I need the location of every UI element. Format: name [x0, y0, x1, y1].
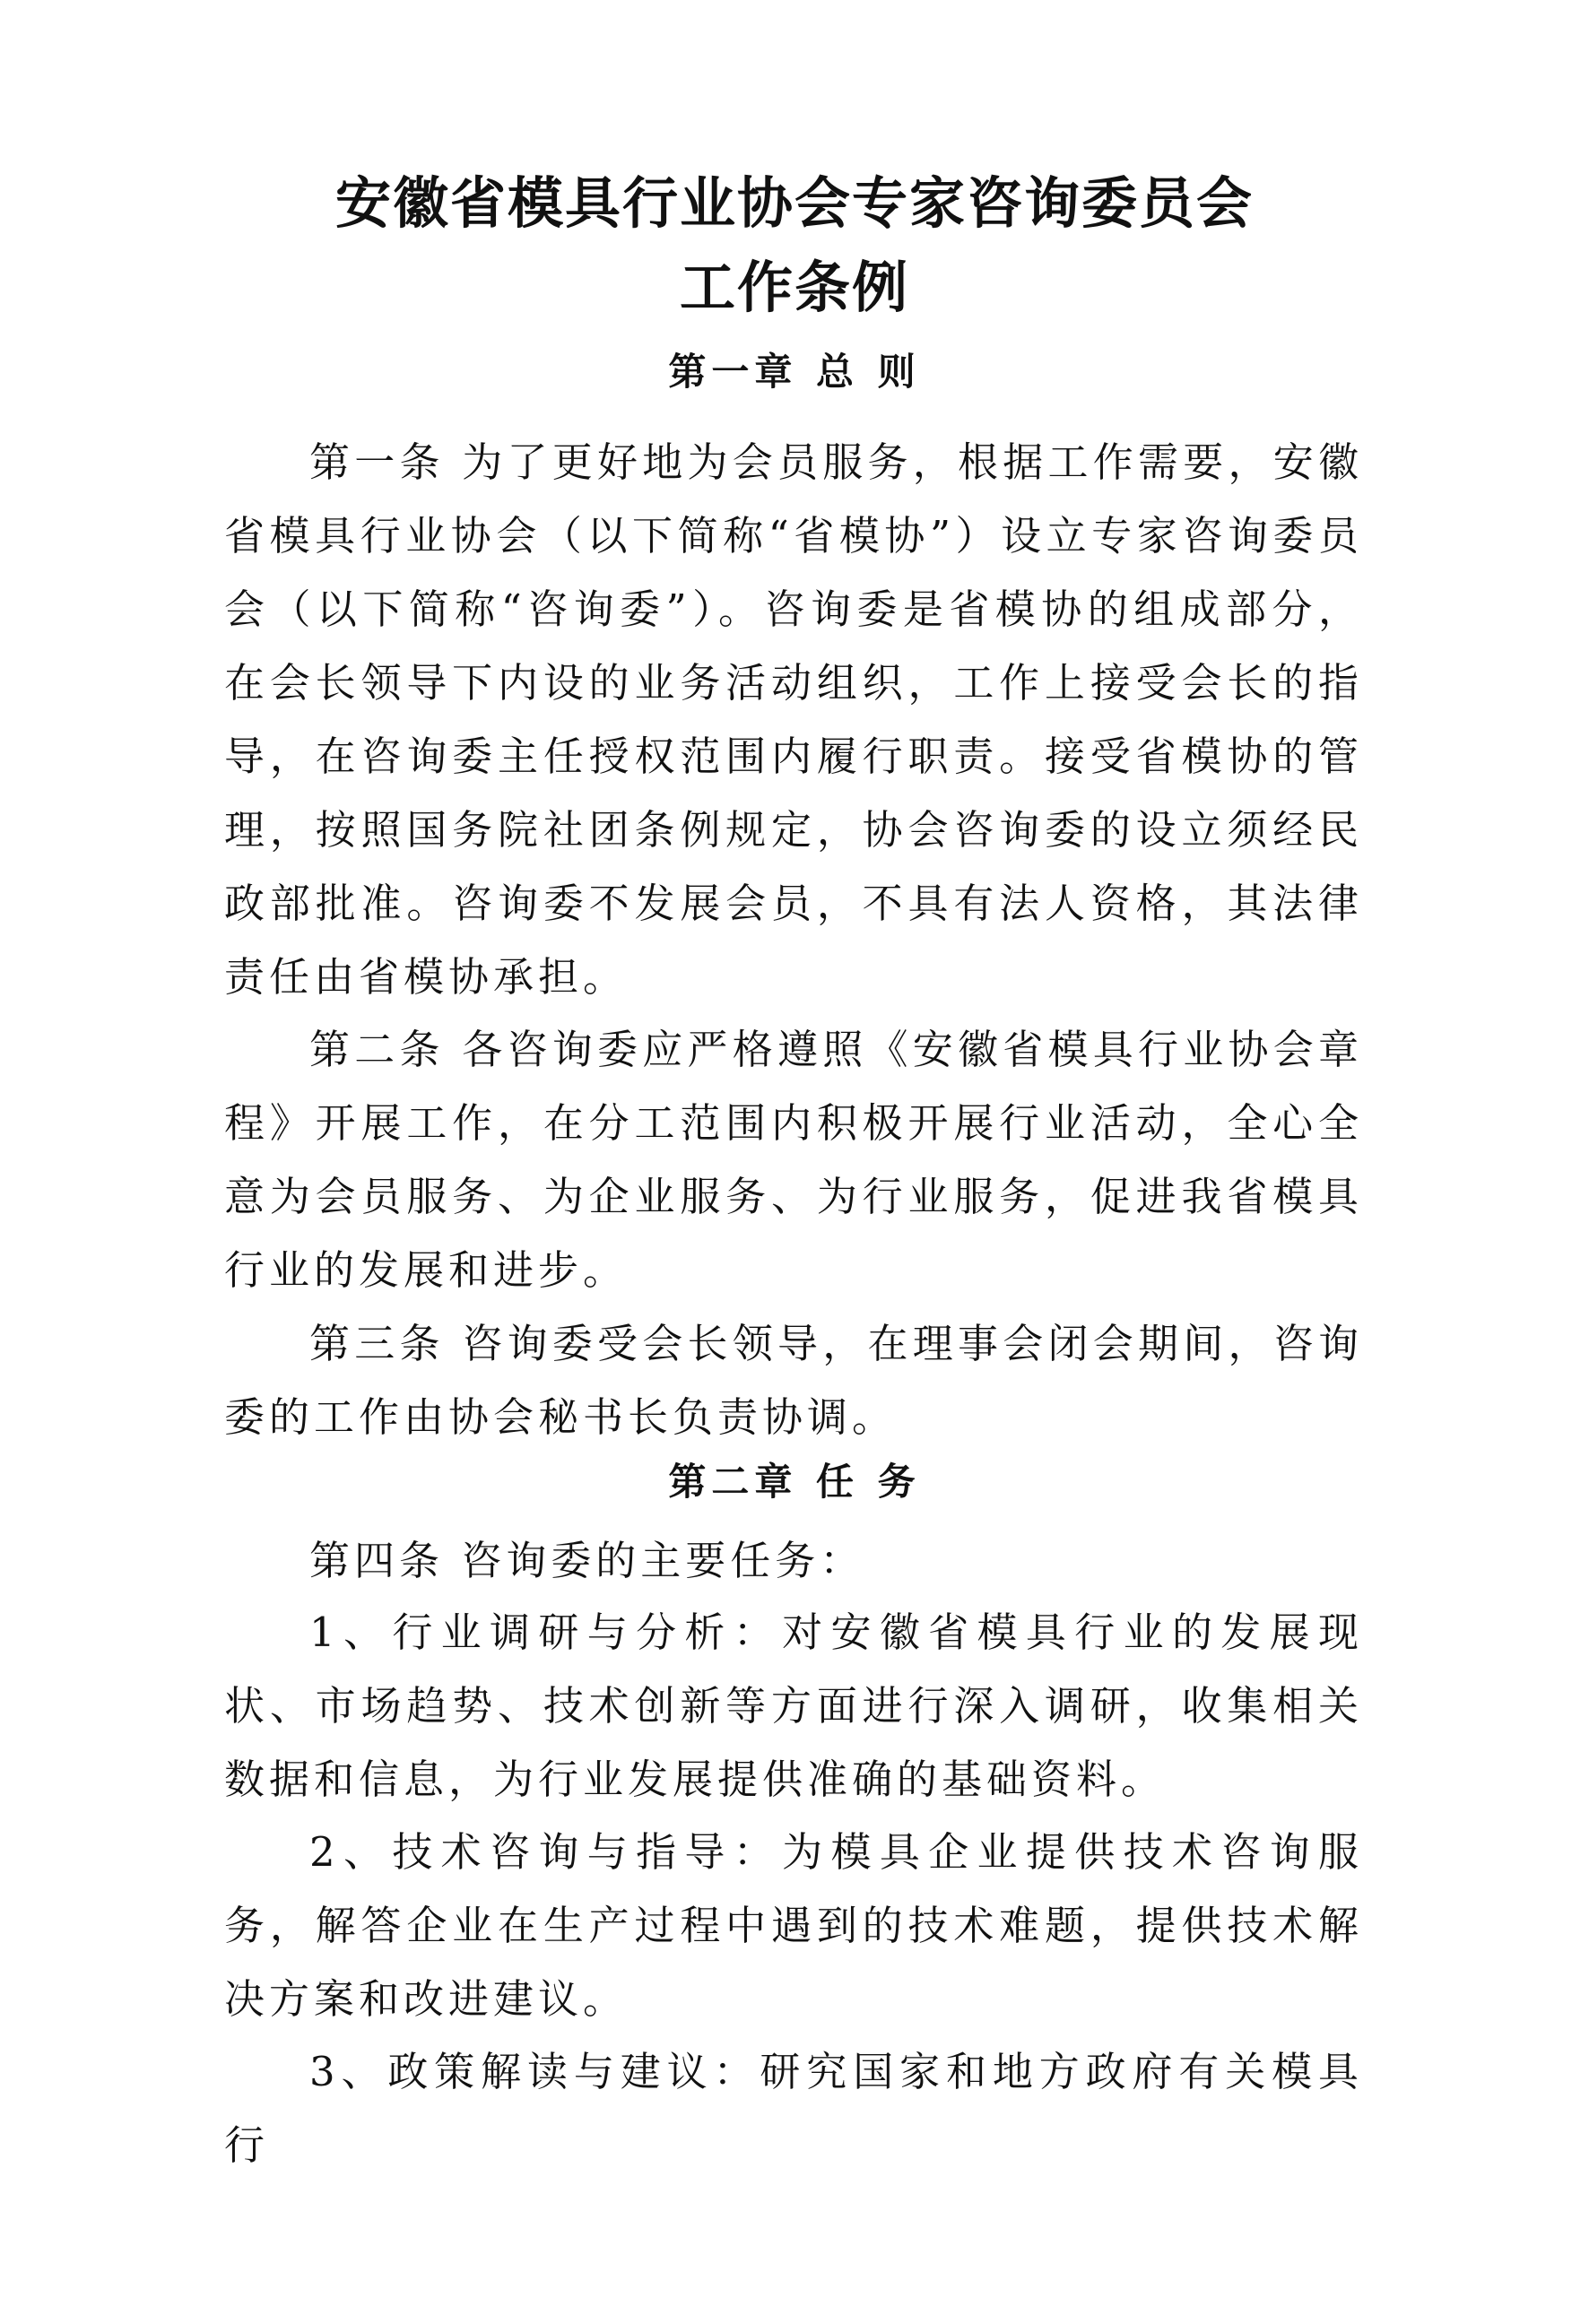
article-2: 第二条 各咨询委应严格遵照《安徽省模具行业协会章程》开展工作，在分工范围内积极开展行业活动，全心全意为会员服务、为企业服务、为行业服务，促进我省模具行业的发展和进步。 — [224, 1026, 1363, 1294]
document-title-line2: 工作条例 — [679, 255, 909, 320]
chapter-heading-1: 第一章 总 则 — [668, 350, 921, 394]
article-4: 第四条 咨询委的主要任务： — [309, 1537, 865, 1584]
task-item-1: 1、行业调研与分析：对安徽省模具行业的发展现状、市场趋势、技术创新等方面进行深入调研，收集相关数据和信息，为行业发展提供准确的基础资料。 — [224, 1609, 1363, 1803]
document-title-line1: 安徽省模具行业协会专家咨询委员会 — [334, 170, 1254, 236]
task-item-2: 2、技术咨询与指导：为模具企业提供技术咨询服务，解答企业在生产过程中遇到的技术难题，提供技术解决方案和改进建议。 — [224, 1828, 1363, 2023]
article-3: 第三条 咨询委受会长领导，在理事会闭会期间，咨询委的工作由协会秘书长负责协调。 — [224, 1320, 1363, 1441]
task-item-3: 3、政策解读与建议：研究国家和地方政府有关模具行 — [224, 2048, 1363, 2169]
chapter-heading-2: 第二章 任 务 — [668, 1460, 921, 1504]
article-1: 第一条 为了更好地为会员服务，根据工作需要，安徽省模具行业协会（以下简称“省模协”）设立专家咨询委员会（以下简称“咨询委”）。咨询委是省模协的组成部分，在会长领导下内设的业务活动组织，工作上接受会长的指导，在咨询委主任授权范围内履行职责。接受省模协的管理，按照国务院社团条例规定，协会咨询委的设立须经民政部批准。咨询委不发展会员，不具有法人资格，其法律责任由省模协承担。 — [224, 438, 1363, 1001]
